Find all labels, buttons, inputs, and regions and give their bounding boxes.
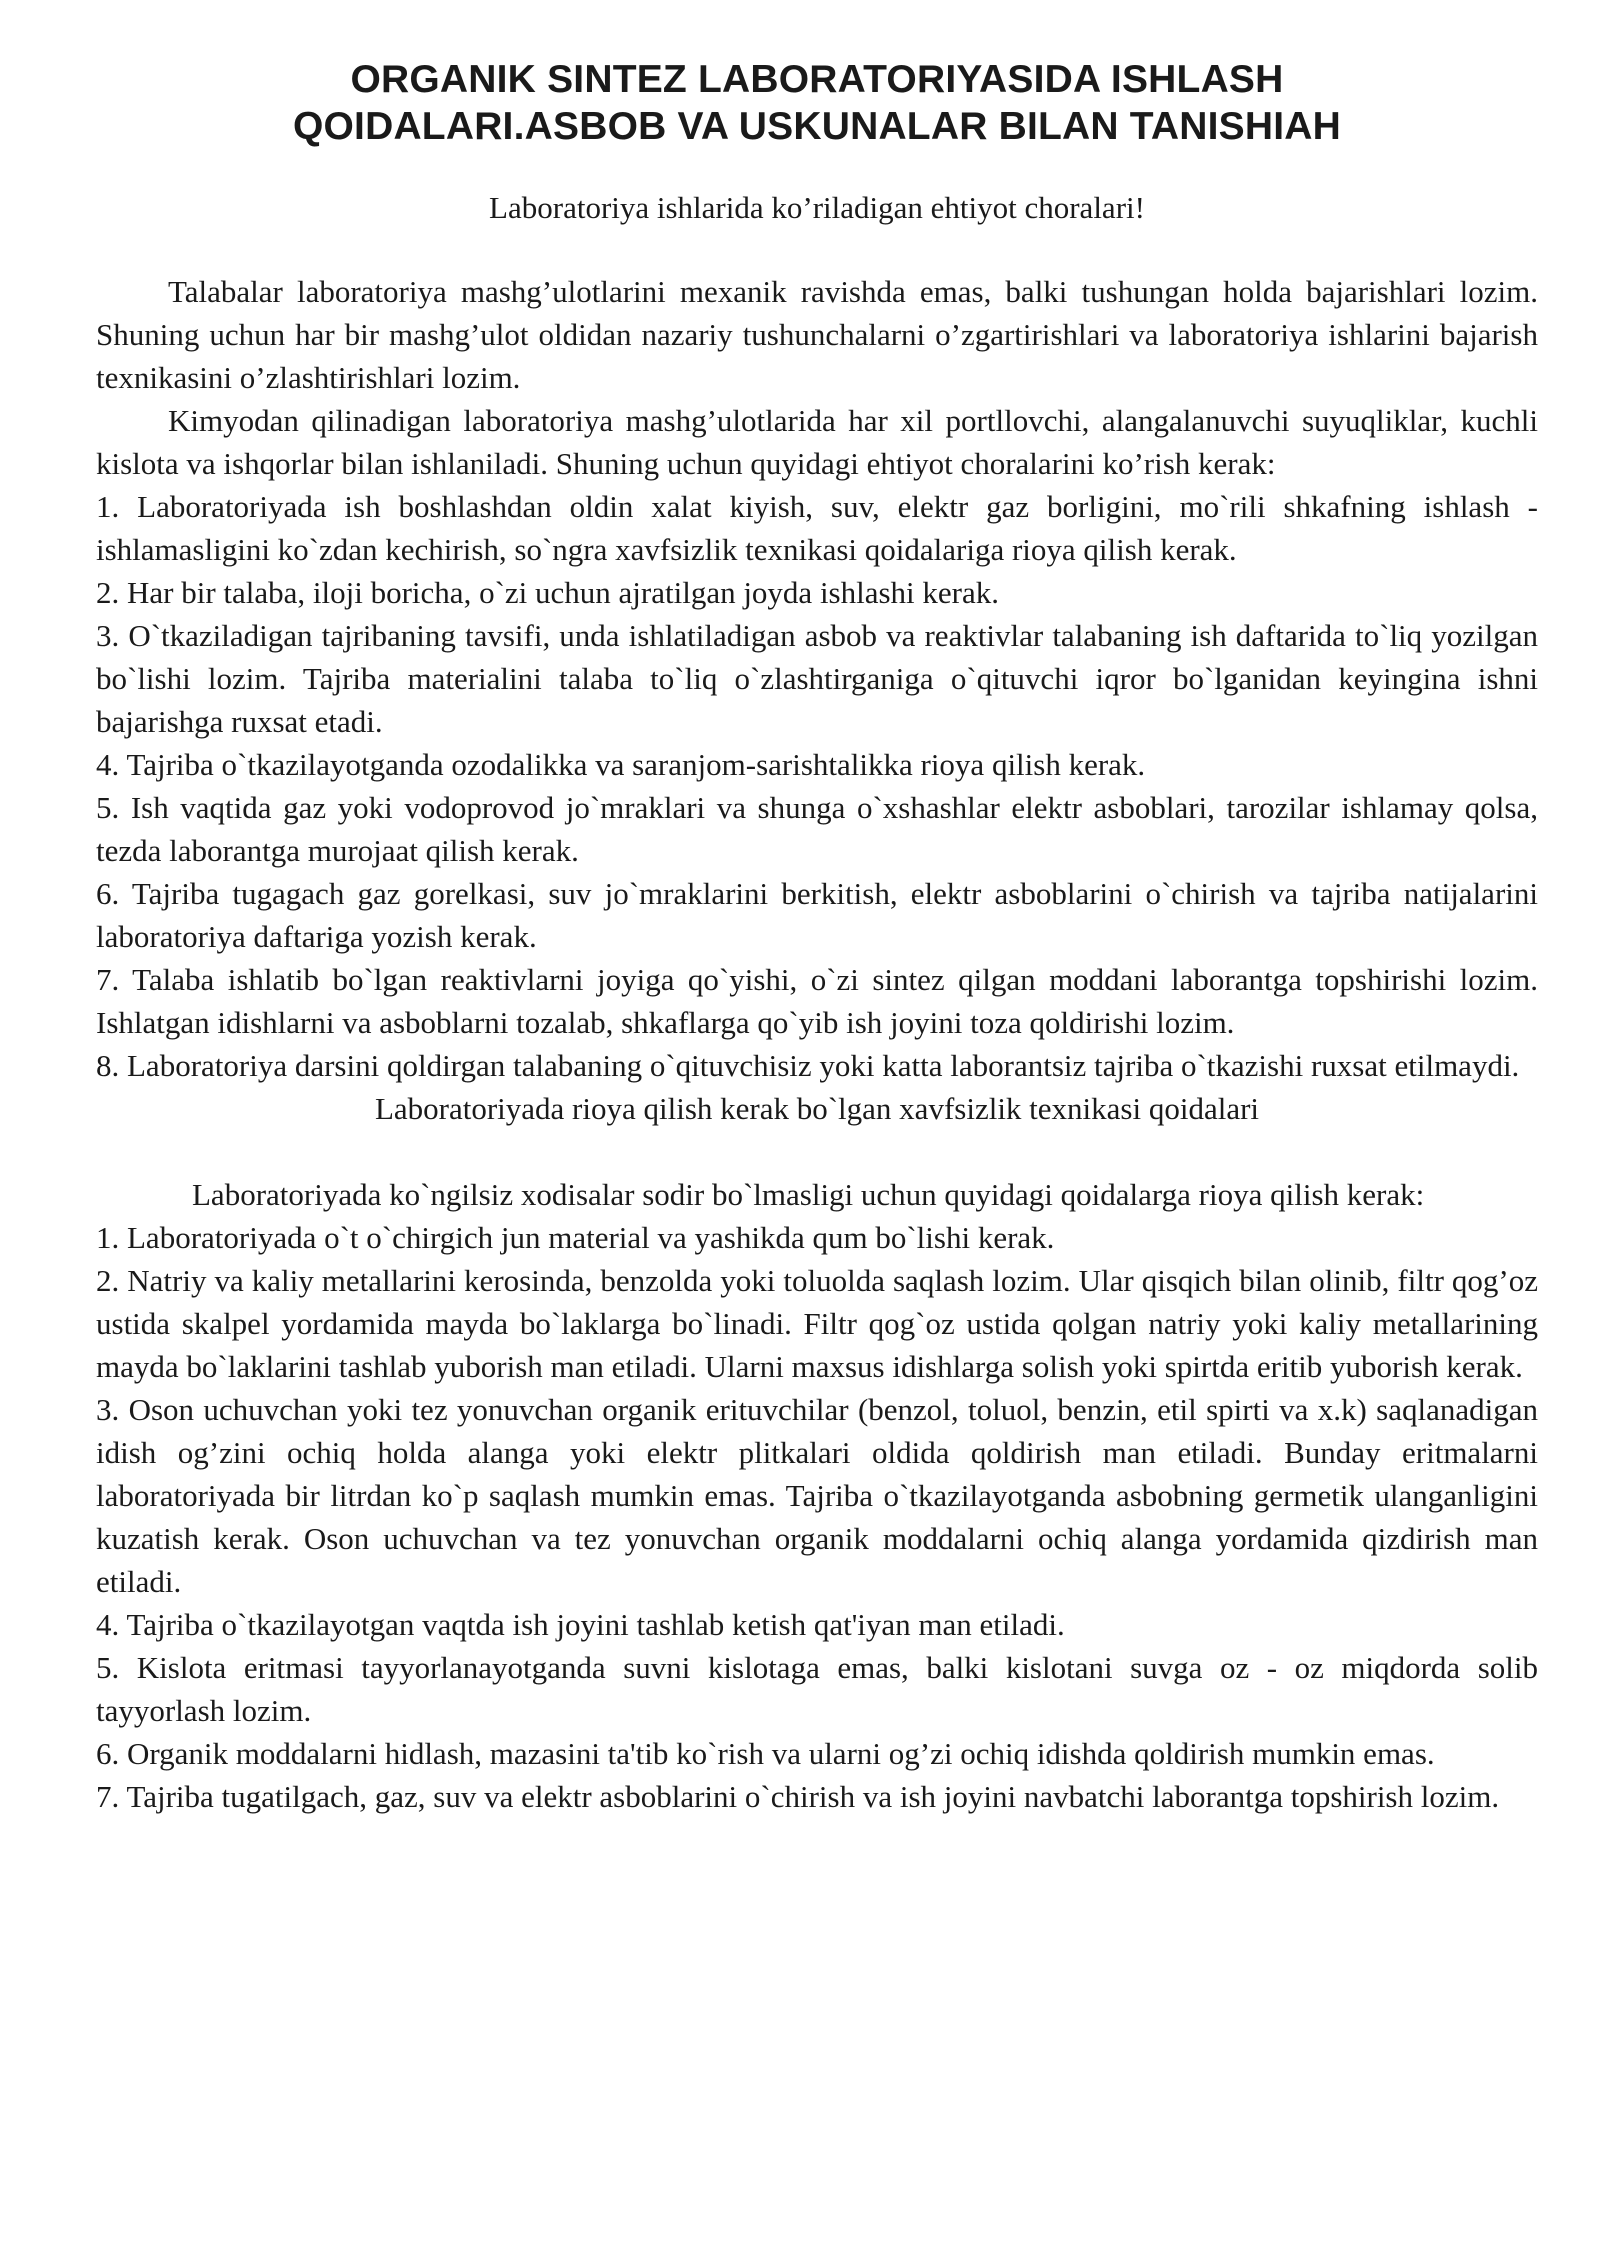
rule-item: 3. O`tkaziladigan tajribaning tavsifi, unda ishlatiladigan asbob va reaktivlar talabaning ish daftarida to`liq yozilgan bo`lishi lozim. Tajriba materialini talaba to`liq o`zlashtirganiga o`qituvchi iqror bo`lganidan keyingina ishni bajarishga ruxsat etadi. xyxy=(96,618,1538,739)
safety-rule-item: 3. Oson uchuvchan yoki tez yonuvchan organik erituvchilar (benzol, toluol, benzin, etil spirti va x.k) saqlanadigan idish og’zini ochiq holda alanga yoki elektr plitkalari oldida qoldirish man etiladi. Bunday eritmalarni laboratoriyada bir litrdan ko`p saqlash mumkin emas. Tajriba o`tkazilayotganda asbobning germetik ulanganligini kuzatish kerak. Oson uchuvchan va tez yonuvchan organik moddalarni ochiq alanga yordamida qizdirish man etiladi. xyxy=(96,1392,1538,1599)
section-title: Laboratoriyada rioya qilish kerak bo`lgan xavfsizlik texnikasi qoidalari xyxy=(374,1091,1260,1126)
rule-item: 8. Laboratoriya darsini qoldirgan talabaning o`qituvchisiz yoki katta laborantsiz tajriba o`tkazishi ruxsat etilmaydi. xyxy=(96,1048,1520,1083)
rule-item: 1. Laboratoriyada ish boshlashdan oldin xalat kiyish, suv, elektr gaz borligini, mo`rili shkafning ishlash - ishlamasligini ko`zdan kechirish, so`ngra xavfsizlik texnikasi qoidalariga rioya qilish kerak. xyxy=(96,489,1538,567)
rule-item: 2. Har bir talaba, iloji boricha, o`zi uchun ajratilgan joyda ishlashi kerak. xyxy=(96,575,1000,610)
rule-item: 4. Tajriba o`tkazilayotganda ozodalikka va saranjom-sarishtalikka rioya qilish kerak. xyxy=(96,747,1146,782)
intro-paragraph: Talabalar laboratoriya mashg’ulotlarini mexanik ravishda emas, balki tushungan holda bajarishlari lozim. Shuning uchun har bir mashg’ulot oldidan nazariy tushunchalarni o’zgartirishlari va laboratoriya ishlarini bajarish texnikasini o’zlashtirishlari lozim. xyxy=(96,274,1538,395)
safety-rules-list xyxy=(96,1216,1538,1818)
rule-item: 6. Tajriba tugagach gaz gorelkasi, suv jo`mraklarini berkitish, elektr asboblarini o`chirish va tajriba natijalarini laboratoriya daftariga yozish kerak. xyxy=(96,876,1538,954)
rule-item: 7. Talaba ishlatib bo`lgan reaktivlarni joyiga qo`yishi, o`zi sintez qilgan moddani laborantga topshirishi lozim. Ishlatgan idishlarni va asboblarni tozalab, shkaflarga qo`yib ish joyini toza qoldirishi lozim. xyxy=(96,962,1538,1040)
safety-rule-item: 2. Natriy va kaliy metallarini kerosinda, benzolda yoki toluolda saqlash lozim. Ular qisqich bilan olinib, filtr qog’oz ustida skalpel yordamida mayda bo`laklarga bo`linadi. Filtr qog`oz ustida qolgan natriy yoki kaliy metallarining mayda bo`laklarini tashlab yuborish man etiladi. Ularni maxsus idishlarga solish yoki spirtda eritib yuborish kerak. xyxy=(96,1263,1538,1384)
intro-paragraph: Kimyodan qilinadigan laboratoriya mashg’ulotlarida har xil portllovchi, alangalanuvchi suyuqliklar, kuchli kislota va ishqorlar bilan ishlaniladi. Shuning uchun quyidagi ehtiyot choralarini ko’rish kerak: xyxy=(96,403,1538,481)
document-subtitle: Laboratoriya ishlarida ko’riladigan ehtiyot choralari! xyxy=(489,190,1145,225)
safety-rule-item: 6. Organik moddalarni hidlash, mazasini ta'tib ko`rish va ularni og’zi ochiq idishda qoldirish mumkin emas. xyxy=(96,1736,1435,1771)
document-title-line-2: QOIDALARI.ASBOB VA USKUNALAR BILAN TANISHIAH xyxy=(292,105,1342,148)
safety-rule-item: 4. Tajriba o`tkazilayotgan vaqtda ish joyini tashlab ketish qat'iyan man etiladi. xyxy=(96,1607,1065,1642)
rules-list xyxy=(96,485,1538,1087)
section-intro: Laboratoriyada ko`ngilsiz xodisalar sodir bo`lmasligi uchun quyidagi qoidalarga rioya qilish kerak: xyxy=(192,1177,1425,1212)
safety-rule-item: 5. Kislota eritmasi tayyorlanayotganda suvni kislotaga emas, balki kislotani suvga oz - oz miqdorda solib tayyorlash lozim. xyxy=(96,1650,1538,1728)
document-title xyxy=(96,56,1538,150)
rule-item: 5. Ish vaqtida gaz yoki vodoprovod jo`mraklari va shunga o`xshashlar elektr asboblari, tarozilar ishlamay qolsa, tezda laborantga murojaat qilish kerak. xyxy=(96,790,1538,868)
safety-rule-item: 7. Tajriba tugatilgach, gaz, suv va elektr asboblarini o`chirish va ish joyini navbatchi laborantga topshirish lozim. xyxy=(96,1779,1500,1814)
document-page xyxy=(96,56,1538,1818)
safety-rule-item: 1. Laboratoriyada o`t o`chirgich jun material va yashikda qum bo`lishi kerak. xyxy=(96,1220,1055,1255)
document-title-line-1: ORGANIK SINTEZ LABORATORIYASIDA ISHLASH xyxy=(350,58,1284,101)
